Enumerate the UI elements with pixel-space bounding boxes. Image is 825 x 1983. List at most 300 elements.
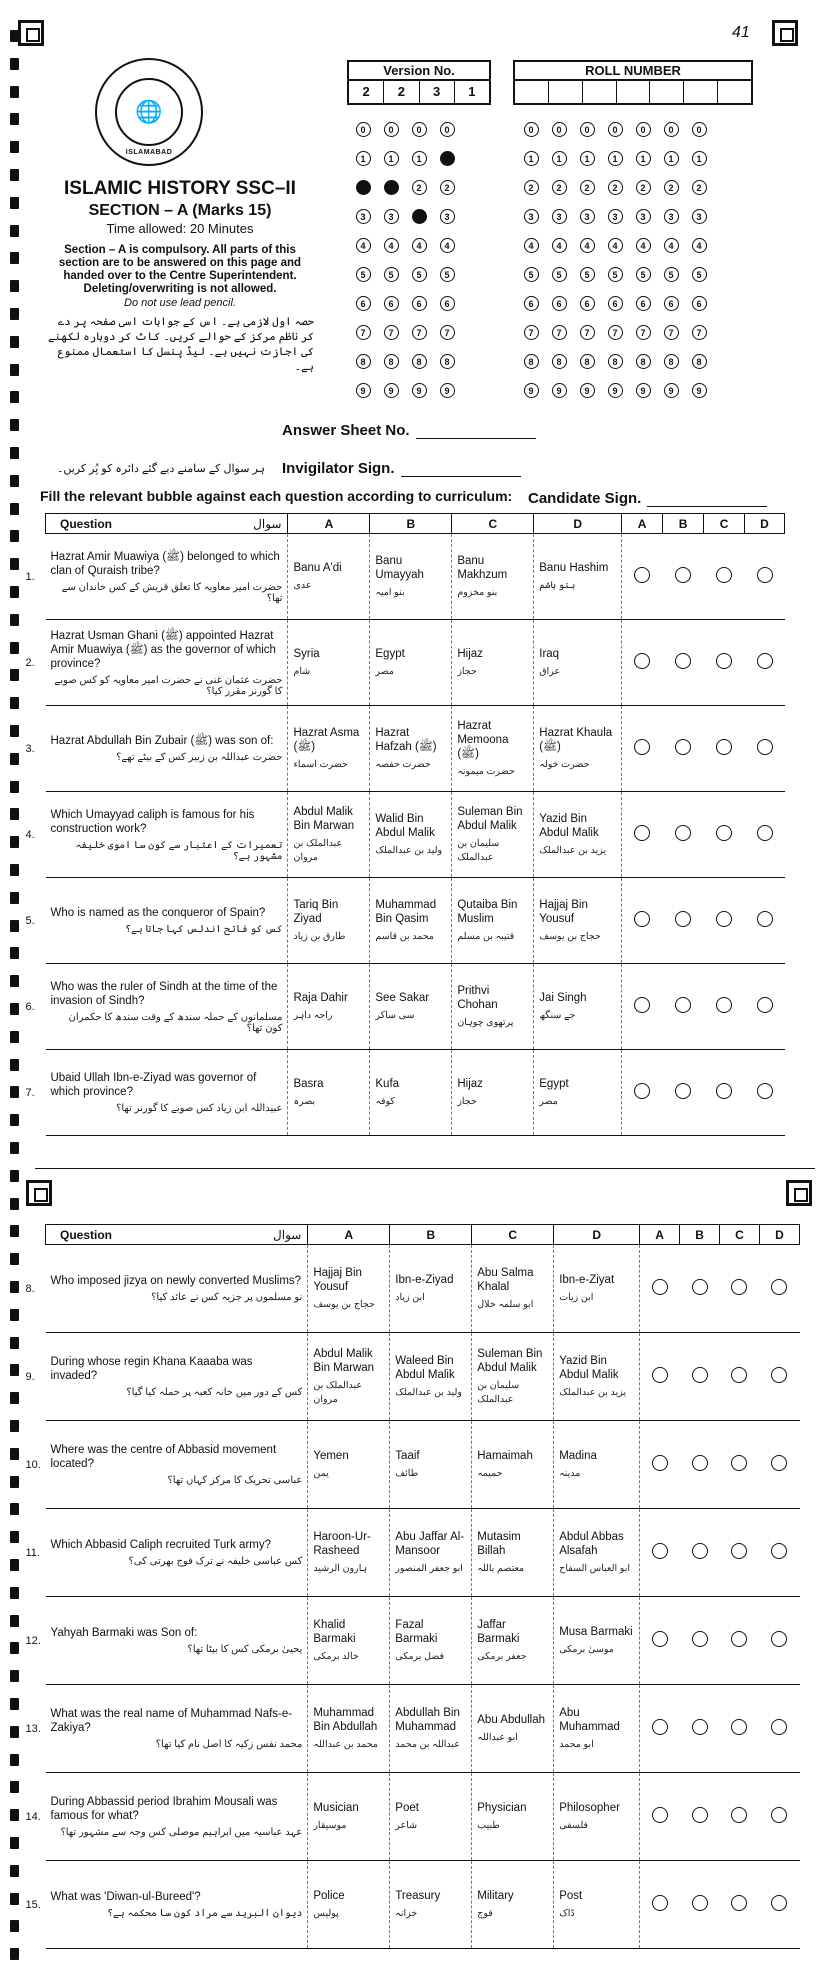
version-bubble[interactable]: 3 [384, 209, 399, 224]
version-bubble[interactable]: 9 [356, 383, 371, 398]
roll-bubble[interactable]: 9 [524, 383, 539, 398]
roll-bubble[interactable]: 1 [664, 151, 679, 166]
answer-bubble-a-cell [622, 620, 663, 706]
answer-bubble-d[interactable] [757, 997, 773, 1013]
answer-bubble-b[interactable] [675, 825, 691, 841]
answer-bubble-c[interactable] [731, 1895, 747, 1911]
timing-mark [10, 1698, 19, 1710]
version-bubble[interactable]: 4 [412, 238, 427, 253]
option-a-header: A [288, 514, 370, 534]
option-b-text: Abdullah Bin Muhammad [395, 1706, 460, 1733]
option-d-urdu: ڈاک [559, 1907, 575, 1919]
question-header: Question سوال [46, 514, 288, 534]
timing-mark [10, 614, 19, 626]
roll-bubble[interactable]: 7 [524, 325, 539, 340]
roll-bubble[interactable]: 8 [692, 354, 707, 369]
answer-bubble-a[interactable] [652, 1719, 668, 1735]
answer-bubble-b[interactable] [692, 1895, 708, 1911]
answer-bubble-a[interactable] [652, 1279, 668, 1295]
answer-bubble-c-cell [720, 1245, 760, 1333]
candidate-sign-field[interactable] [528, 490, 767, 507]
option-b-cell [370, 706, 452, 792]
roll-bubble[interactable]: 1 [552, 151, 567, 166]
option-d-urdu: بنو ہاشم [539, 579, 576, 591]
option-d-urdu: موسیٰ برمکی [559, 1643, 614, 1655]
roll-bubble-grid [517, 122, 713, 412]
version-bubble[interactable]: 3 [440, 209, 455, 224]
version-bubble[interactable]: 8 [384, 354, 399, 369]
timing-mark [10, 1198, 19, 1210]
roll-bubble[interactable]: 3 [580, 209, 595, 224]
roll-bubble[interactable]: 3 [664, 209, 679, 224]
question-number: 13. [25, 1722, 41, 1735]
answer-bubble-c-cell [720, 1685, 760, 1773]
answer-bubble-b[interactable] [692, 1367, 708, 1383]
answer-bubble-a[interactable] [634, 739, 650, 755]
version-bubble[interactable]: 6 [356, 296, 371, 311]
answer-bubble-d[interactable] [757, 653, 773, 669]
option-a-cell [308, 1509, 390, 1597]
answer-bubble-d-cell [759, 1245, 799, 1333]
question-urdu: عباسی تحریک کا مرکز کہاں تھا؟ [167, 1475, 303, 1486]
answer-bubble-d[interactable] [757, 825, 773, 841]
option-a-urdu: محمد بن عبداللہ [313, 1738, 378, 1750]
question-row [46, 620, 785, 706]
option-a-urdu: عدی [293, 579, 312, 591]
question-cell [25, 1685, 308, 1773]
version-bubble[interactable]: 7 [356, 325, 371, 340]
option-a-text: Musician [313, 1801, 359, 1814]
answer-bubble-a-cell [640, 1685, 680, 1773]
option-a-cell [288, 706, 370, 792]
roll-bubble[interactable]: 6 [664, 296, 679, 311]
timing-mark [10, 475, 19, 487]
option-d-urdu: یزید بن عبدالملک [539, 844, 607, 856]
answer-bubble-c[interactable] [716, 653, 732, 669]
roll-bubble[interactable]: 7 [580, 325, 595, 340]
answer-bubble-c[interactable] [716, 911, 732, 927]
roll-cell[interactable] [650, 81, 684, 103]
answer-bubble-d[interactable] [771, 1807, 787, 1823]
roll-bubble[interactable]: 9 [580, 383, 595, 398]
roll-bubble[interactable]: 4 [636, 238, 651, 253]
timing-mark [10, 336, 19, 348]
roll-column [657, 122, 685, 412]
version-bubble[interactable]: 0 [384, 122, 399, 137]
roll-bubble[interactable]: 6 [580, 296, 595, 311]
option-c-header: C [472, 1225, 554, 1245]
roll-bubble[interactable]: 7 [552, 325, 567, 340]
roll-cell[interactable] [684, 81, 718, 103]
answer-bubble-c[interactable] [716, 997, 732, 1013]
roll-bubble[interactable]: 1 [608, 151, 623, 166]
timing-mark [10, 1615, 19, 1627]
roll-bubble[interactable]: 6 [552, 296, 567, 311]
answer-bubble-d-cell [745, 706, 785, 792]
roll-bubble[interactable]: 1 [636, 151, 651, 166]
version-bubble[interactable]: 8 [356, 354, 371, 369]
answer-bubble-c-cell [704, 964, 745, 1050]
version-bubble[interactable]: 6 [440, 296, 455, 311]
version-bubble[interactable]: 3 [356, 209, 371, 224]
roll-bubble[interactable]: 5 [608, 267, 623, 282]
option-a-text: Abdul Malik Bin Marwan [313, 1347, 375, 1374]
roll-bubble[interactable]: 0 [580, 122, 595, 137]
answer-bubble-b[interactable] [692, 1631, 708, 1647]
answer-bubble-c[interactable] [716, 1083, 732, 1099]
instructions-text: Section – A is compulsory. All parts of this section are to be answered on this page and handed over to the Centre Superintendent. Deleting/overwriting is not allowed. [58, 244, 302, 295]
invigilator-sign-field[interactable] [282, 460, 521, 477]
option-d-text: Egypt [539, 1077, 569, 1090]
option-b-urdu: محمد بن قاسم [375, 930, 434, 942]
roll-bubble[interactable]: 9 [552, 383, 567, 398]
answer-bubble-b[interactable] [692, 1807, 708, 1823]
answer-bubble-b[interactable] [675, 567, 691, 583]
roll-cell[interactable] [515, 81, 549, 103]
answer-bubble-a[interactable] [634, 911, 650, 927]
roll-bubble[interactable]: 0 [552, 122, 567, 137]
roll-bubble[interactable]: 6 [636, 296, 651, 311]
roll-bubble[interactable]: 8 [664, 354, 679, 369]
option-b-cell [370, 534, 452, 620]
version-bubble[interactable]: 7 [412, 325, 427, 340]
roll-bubble[interactable]: 2 [692, 180, 707, 195]
option-a-urdu: پولیس [313, 1907, 339, 1919]
version-bubble[interactable]: 2 [440, 180, 455, 195]
roll-bubble[interactable]: 5 [552, 267, 567, 282]
answer-bubble-c[interactable] [716, 825, 732, 841]
version-bubble[interactable]: 4 [440, 238, 455, 253]
version-bubble[interactable]: 5 [384, 267, 399, 282]
answer-bubble-a[interactable] [652, 1543, 668, 1559]
roll-bubble[interactable]: 1 [580, 151, 595, 166]
option-d-cell [534, 792, 622, 878]
roll-bubble[interactable]: 4 [580, 238, 595, 253]
question-urdu: عہد عباسیہ میں ابراہیم موصلی کس وجہ سے مشہور تھا؟ [60, 1827, 303, 1838]
question-urdu: عبیداللہ ابن زیاد کس صوبے کا گورنر تھا؟ [116, 1103, 283, 1114]
version-bubble[interactable]: 1 [440, 151, 455, 166]
answer-bubble-a[interactable] [634, 997, 650, 1013]
roll-bubble[interactable]: 4 [664, 238, 679, 253]
option-c-text: Abu Salma Khalal [477, 1266, 534, 1293]
option-c-text: Prithvi Chohan [457, 984, 498, 1011]
option-c-urdu: پرتھوی چوہان [457, 1016, 514, 1028]
roll-cell[interactable] [549, 81, 583, 103]
answer-bubble-b-cell [663, 706, 704, 792]
option-d-text: Hajjaj Bin Yousuf [539, 898, 588, 925]
option-a-cell [288, 534, 370, 620]
answer-bubble-b[interactable] [692, 1543, 708, 1559]
lead-pencil-note: Do not use lead pencil. [124, 297, 236, 309]
answer-bubble-d[interactable] [771, 1719, 787, 1735]
answer-bubble-a-cell [640, 1861, 680, 1949]
roll-bubble[interactable]: 0 [692, 122, 707, 137]
question-text: Hazrat Abdullah Bin Zubair (ﷺ) was son of: [50, 735, 274, 747]
roll-cell[interactable] [583, 81, 617, 103]
version-bubble[interactable]: 6 [412, 296, 427, 311]
version-bubble[interactable]: 5 [412, 267, 427, 282]
roll-column [685, 122, 713, 412]
option-c-urdu: حجاز [457, 665, 477, 677]
roll-bubble[interactable]: 1 [524, 151, 539, 166]
answer-bubble-a[interactable] [652, 1895, 668, 1911]
option-b-header: B [370, 514, 452, 534]
timing-mark [10, 1531, 19, 1543]
answer-bubble-d[interactable] [771, 1455, 787, 1471]
roll-bubble[interactable]: 2 [636, 180, 651, 195]
roll-bubble[interactable]: 6 [524, 296, 539, 311]
option-b-cell [370, 620, 452, 706]
version-bubble[interactable]: 1 [356, 151, 371, 166]
option-c-text: Hijaz [457, 1077, 483, 1090]
timing-mark [10, 280, 19, 292]
question-text: Yahyah Barmaki was Son of: [50, 1627, 198, 1639]
roll-bubble[interactable]: 3 [524, 209, 539, 224]
answer-bubble-d[interactable] [757, 567, 773, 583]
roll-bubble[interactable]: 7 [608, 325, 623, 340]
roll-bubble[interactable]: 2 [608, 180, 623, 195]
answer-bubble-c[interactable] [731, 1543, 747, 1559]
answer-bubble-b[interactable] [675, 739, 691, 755]
option-b-cell [390, 1597, 472, 1685]
roll-bubble[interactable]: 3 [608, 209, 623, 224]
answer-bubble-d-cell [759, 1421, 799, 1509]
answer-bubble-d-cell [745, 792, 785, 878]
option-c-urdu: حجاز [457, 1095, 477, 1107]
answer-bubble-d[interactable] [757, 739, 773, 755]
option-c-urdu: سلیمان بن عبدالملک [457, 837, 500, 863]
section-title: SECTION – A (Marks 15) [88, 202, 272, 219]
version-bubble[interactable]: 0 [356, 122, 371, 137]
roll-bubble[interactable]: 7 [636, 325, 651, 340]
question-text: Where was the centre of Abbasid movement located? [50, 1444, 277, 1470]
answer-bubble-a[interactable] [652, 1807, 668, 1823]
option-c-urdu: حضرت میمونہ [457, 765, 515, 777]
roll-bubble[interactable]: 4 [608, 238, 623, 253]
version-bubble[interactable]: 8 [440, 354, 455, 369]
version-digit: 1 [468, 84, 476, 99]
timing-mark [10, 1893, 19, 1905]
answer-bubble-b[interactable] [675, 1083, 691, 1099]
roll-bubble[interactable]: 8 [608, 354, 623, 369]
answer-bubble-d-cell [759, 1333, 799, 1421]
version-bubble[interactable]: 8 [412, 354, 427, 369]
answer-bubble-c[interactable] [731, 1631, 747, 1647]
question-urdu: حضرت امیر معاویہ کا تعلق قریش کے کس خاندان سے تھا؟ [61, 581, 283, 604]
answer-bubble-b-cell [663, 792, 704, 878]
version-bubble[interactable]: 1 [384, 151, 399, 166]
roll-bubble[interactable]: 9 [636, 383, 651, 398]
answer-bubble-c-cell [720, 1597, 760, 1685]
question-urdu: حضرت عثمان غنی نے حضرت امیر معاویہ کو کس صوبے کا گورنر مقرر کیا؟ [54, 674, 283, 697]
answer-bubble-d[interactable] [757, 911, 773, 927]
roll-bubble[interactable]: 3 [552, 209, 567, 224]
answer-bubble-d[interactable] [771, 1895, 787, 1911]
answer-bubble-c-cell [704, 878, 745, 964]
version-bubble[interactable]: 2 [384, 180, 399, 195]
timing-mark [10, 1726, 19, 1738]
roll-bubble[interactable]: 2 [580, 180, 595, 195]
roll-bubble[interactable]: 6 [608, 296, 623, 311]
roll-bubble[interactable]: 4 [524, 238, 539, 253]
answer-bubble-c[interactable] [716, 567, 732, 583]
option-d-urdu: مصر [539, 1095, 558, 1107]
corner-marker-top-right [772, 20, 798, 46]
answer-bubble-a-cell [640, 1245, 680, 1333]
answer-bubble-a[interactable] [634, 825, 650, 841]
answer-bubble-c[interactable] [731, 1455, 747, 1471]
answer-bubble-d[interactable] [771, 1631, 787, 1647]
roll-bubble[interactable]: 8 [524, 354, 539, 369]
roll-bubble[interactable]: 3 [692, 209, 707, 224]
answer-bubble-b[interactable] [675, 653, 691, 669]
roll-bubble[interactable]: 5 [580, 267, 595, 282]
answer-bubble-a[interactable] [652, 1455, 668, 1471]
option-c-text: Banu Makhzum [457, 554, 508, 581]
question-row [46, 1050, 785, 1136]
version-bubble[interactable]: 9 [412, 383, 427, 398]
timing-mark [10, 1448, 19, 1460]
version-digit: 2 [384, 81, 419, 103]
option-b-urdu: مصر [375, 665, 394, 677]
timing-mark [10, 197, 19, 209]
roll-bubble[interactable]: 1 [692, 151, 707, 166]
option-b-text: See Sakar [375, 991, 430, 1004]
option-d-urdu: ابن زیات [559, 1291, 594, 1303]
answer-bubble-a[interactable] [634, 1083, 650, 1099]
roll-bubble[interactable]: 7 [664, 325, 679, 340]
answer-bubble-b[interactable] [675, 911, 691, 927]
logo-arc-text: ISLAMABAD [125, 149, 173, 156]
version-bubble[interactable]: 5 [440, 267, 455, 282]
roll-bubble[interactable]: 2 [524, 180, 539, 195]
answer-bubble-a[interactable] [652, 1367, 668, 1383]
answer-bubble-b[interactable] [692, 1279, 708, 1295]
roll-bubble[interactable]: 9 [664, 383, 679, 398]
roll-bubble[interactable]: 4 [692, 238, 707, 253]
roll-bubble[interactable]: 8 [636, 354, 651, 369]
paper-header [40, 178, 320, 375]
option-d-text: Banu Hashim [539, 561, 609, 574]
answer-bubble-c[interactable] [731, 1719, 747, 1735]
version-bubble[interactable]: 7 [440, 325, 455, 340]
roll-cell[interactable] [617, 81, 651, 103]
version-bubble[interactable]: 0 [412, 122, 427, 137]
bubble-b-header: B [680, 1225, 720, 1245]
corner-marker-top-left [18, 20, 44, 46]
question-text: During Abbassid period Ibrahim Mousali was famous for what? [50, 1796, 278, 1822]
answer-bubble-c[interactable] [731, 1279, 747, 1295]
option-a-urdu: حجاج بن یوسف [313, 1298, 375, 1310]
answer-bubble-c[interactable] [731, 1807, 747, 1823]
version-bubble[interactable]: 2 [356, 180, 371, 195]
timing-mark [10, 725, 19, 737]
roll-bubble[interactable]: 2 [664, 180, 679, 195]
option-d-text: Abdul Abbas Alsafah [559, 1530, 624, 1557]
answer-sheet-field[interactable] [282, 422, 536, 439]
answer-bubble-d[interactable] [757, 1083, 773, 1099]
question-row [46, 1509, 800, 1597]
option-d-text: Hazrat Khaula (ﷺ) [539, 726, 613, 753]
answer-bubble-a[interactable] [634, 567, 650, 583]
question-number: 3. [25, 742, 35, 755]
roll-bubble[interactable]: 8 [580, 354, 595, 369]
roll-bubble[interactable]: 4 [552, 238, 567, 253]
roll-bubble[interactable]: 2 [552, 180, 567, 195]
question-number: 1. [25, 570, 35, 583]
answer-bubble-d[interactable] [771, 1279, 787, 1295]
timing-mark [10, 1642, 19, 1654]
option-c-urdu: حمیمہ [477, 1467, 503, 1479]
question-text: Which Umayyad caliph is famous for his construction work? [50, 808, 255, 835]
roll-bubble[interactable]: 5 [664, 267, 679, 282]
answer-bubble-d[interactable] [771, 1543, 787, 1559]
question-row [46, 1333, 800, 1421]
answer-bubble-c-cell [704, 706, 745, 792]
answer-bubble-b[interactable] [675, 997, 691, 1013]
timing-mark [10, 1587, 19, 1599]
version-bubble[interactable]: 0 [440, 122, 455, 137]
roll-bubble[interactable]: 7 [692, 325, 707, 340]
roll-bubble[interactable]: 0 [608, 122, 623, 137]
timing-mark [10, 1309, 19, 1321]
roll-bubble[interactable]: 6 [692, 296, 707, 311]
timing-mark [10, 86, 19, 98]
roll-bubble[interactable]: 5 [636, 267, 651, 282]
roll-bubble[interactable]: 0 [664, 122, 679, 137]
version-bubble[interactable]: 9 [440, 383, 455, 398]
answer-bubble-c-cell [720, 1333, 760, 1421]
answer-bubble-b[interactable] [692, 1455, 708, 1471]
version-bubble[interactable]: 4 [384, 238, 399, 253]
version-bubble[interactable]: 4 [356, 238, 371, 253]
fill-instruction: Fill the relevant bubble against each question according to curriculum: [40, 488, 513, 504]
answer-bubble-a[interactable] [634, 653, 650, 669]
version-bubble[interactable]: 2 [412, 180, 427, 195]
answer-bubble-a-cell [622, 1050, 663, 1136]
option-b-urdu: طائف [395, 1467, 419, 1479]
roll-bubble[interactable]: 0 [524, 122, 539, 137]
roll-bubble[interactable]: 3 [636, 209, 651, 224]
question-text: Who is named as the conqueror of Spain? [50, 907, 266, 919]
version-bubble[interactable]: 3 [412, 209, 427, 224]
version-bubble[interactable]: 5 [356, 267, 371, 282]
answer-bubble-b-cell [663, 964, 704, 1050]
roll-bubble[interactable]: 9 [692, 383, 707, 398]
version-bubble-grid [349, 122, 461, 412]
roll-bubble[interactable]: 5 [524, 267, 539, 282]
answer-bubble-a[interactable] [652, 1631, 668, 1647]
roll-bubble[interactable]: 0 [636, 122, 651, 137]
option-d-header: D [534, 514, 622, 534]
answer-bubble-b[interactable] [692, 1719, 708, 1735]
timing-mark [10, 836, 19, 848]
roll-bubble[interactable]: 8 [552, 354, 567, 369]
version-bubble[interactable]: 1 [412, 151, 427, 166]
answer-bubble-c[interactable] [716, 739, 732, 755]
roll-cell[interactable] [718, 81, 751, 103]
version-bubble[interactable]: 7 [384, 325, 399, 340]
answer-bubble-b-cell [680, 1333, 720, 1421]
version-bubble[interactable]: 9 [384, 383, 399, 398]
answer-bubble-d[interactable] [771, 1367, 787, 1383]
answer-bubble-d-cell [759, 1861, 799, 1949]
roll-bubble[interactable]: 5 [692, 267, 707, 282]
roll-bubble[interactable]: 9 [608, 383, 623, 398]
option-b-urdu: ابن زیاد [395, 1291, 425, 1303]
version-bubble[interactable]: 6 [384, 296, 399, 311]
answer-bubble-c[interactable] [731, 1367, 747, 1383]
